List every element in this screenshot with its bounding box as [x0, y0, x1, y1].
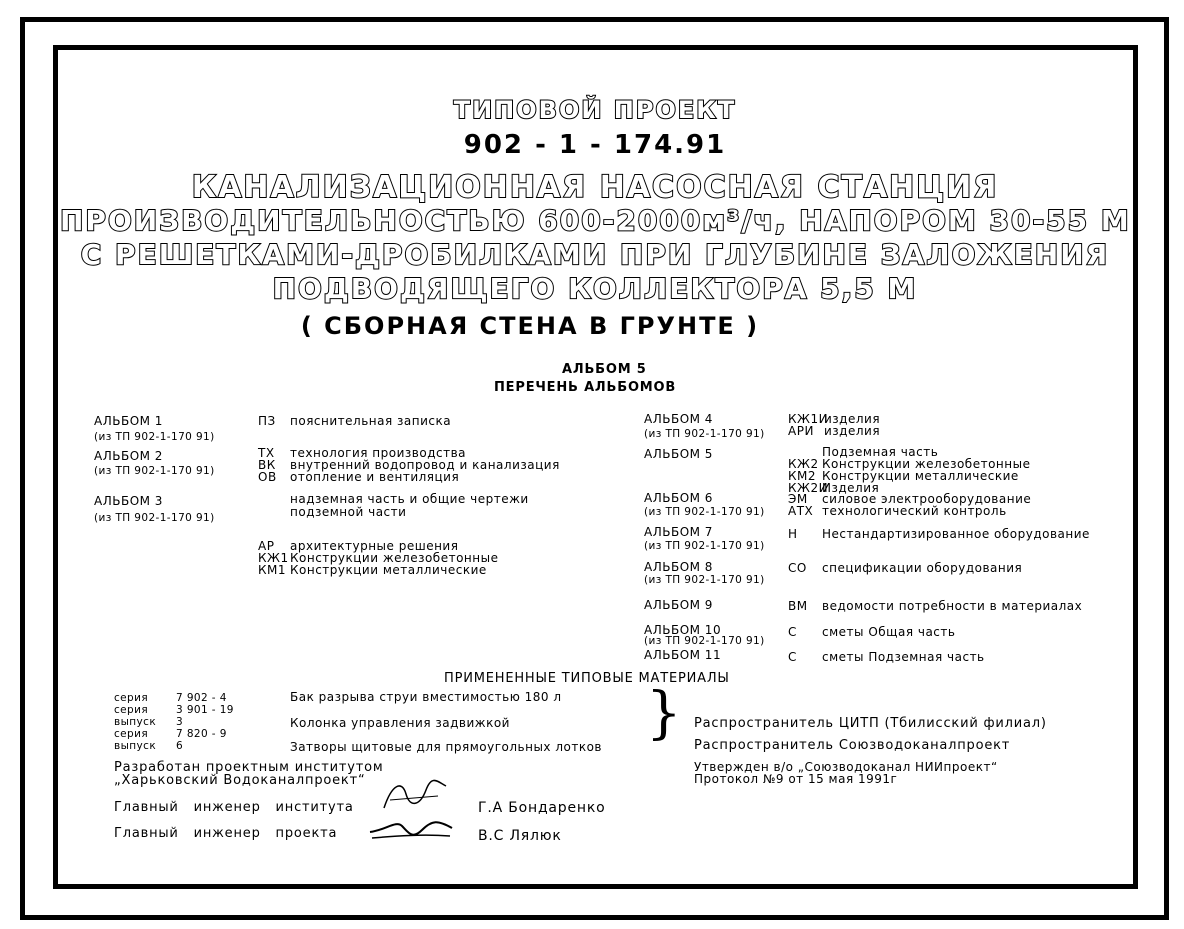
left-album-1: АЛЬБОМ 1 — [94, 414, 163, 428]
materials-label: выпуск — [114, 716, 157, 728]
right-album-4: АЛЬБОМ 4 — [644, 412, 713, 426]
right-album-6: АЛЬБОМ 6 — [644, 491, 713, 505]
title-line-3: С РЕШЕТКАМИ-ДРОБИЛКАМИ ПРИ ГЛУБИНЕ ЗАЛОЖЕНИЯ — [80, 238, 1110, 271]
materials-label: серия — [114, 728, 149, 740]
right-item-code: ВМ — [788, 599, 808, 613]
signature-2-scribble — [366, 814, 456, 846]
left-item-text: пояснительная записка — [290, 414, 452, 428]
left-album-2: АЛЬБОМ 2 — [94, 449, 163, 463]
approved-by: Утвержден в/о „Союзводоканал НИИпроект“ — [694, 760, 998, 774]
project-type-heading: ТИПОВОЙ ПРОЕКТ — [453, 96, 737, 124]
right-item-text: спецификации оборудования — [822, 561, 1023, 575]
right-item-text: сметы Общая часть — [822, 625, 956, 639]
materials-item: Затворы щитовые для прямоугольных лотков — [290, 740, 603, 754]
distributor-1: Распространитель ЦИТП (Тбилисский филиал) — [694, 716, 1047, 731]
left-item-code: ОВ — [258, 470, 277, 484]
right-album-5: АЛЬБОМ 5 — [644, 447, 713, 461]
right-album-7: АЛЬБОМ 7 — [644, 525, 713, 539]
materials-label: серия — [114, 692, 149, 704]
signature-role-2: Главный инженер проекта — [114, 826, 338, 841]
project-number: 902 - 1 - 174.91 — [463, 130, 727, 160]
right-album-10: АЛЬБОМ 10 — [644, 623, 722, 637]
right-item-text: изделия — [824, 412, 881, 426]
materials-num: 7 820 - 9 — [176, 728, 227, 740]
right-item-code: С — [788, 650, 797, 664]
distributor-2: Распространитель Союзводоканалпроект — [694, 738, 1011, 753]
signature-name-1: Г.А Бондаренко — [478, 800, 606, 816]
title-line-1: КАНАЛИЗАЦИОННАЯ НАСОСНАЯ СТАНЦИЯ — [191, 170, 999, 205]
right-album-4-ref: (из ТП 902-1-170 91) — [644, 428, 765, 440]
right-item-code: АТХ — [788, 504, 814, 518]
left-album-2-ref: (из ТП 902-1-170 91) — [94, 465, 215, 477]
left-item-text: архитектурные решения — [290, 539, 459, 553]
list-title: ПЕРЕЧЕНЬ АЛЬБОМОВ — [494, 380, 677, 395]
left-item-text: внутренний водопровод и канализация — [290, 458, 560, 472]
materials-num: 3 — [176, 716, 184, 728]
left-album-1-ref: (из ТП 902-1-170 91) — [94, 431, 215, 443]
materials-label: выпуск — [114, 740, 157, 752]
right-item-text: Нестандартизированное оборудование — [822, 527, 1090, 541]
materials-brace: } — [646, 681, 682, 746]
left-album-3-ref: (из ТП 902-1-170 91) — [94, 512, 215, 524]
right-item-text: Конструкции металлические — [822, 469, 1019, 483]
right-item-text: Подземная часть — [822, 445, 939, 459]
left-item-code: КМ1 — [258, 563, 287, 577]
right-item-code: КЖ2И — [788, 481, 829, 495]
signature-name-2: В.С Лялюк — [478, 828, 562, 844]
right-item-text: Изделия — [822, 481, 880, 495]
materials-num: 7 902 - 4 — [176, 692, 227, 704]
developer-line-2: „Харьковский Водоканалпроект“ — [114, 773, 366, 788]
left-item-text: Конструкции железобетонные — [290, 551, 499, 565]
signature-1-scribble — [380, 776, 450, 816]
right-item-text: изделия — [824, 424, 881, 438]
protocol: Протокол №9 от 15 мая 1991г — [694, 772, 898, 786]
left-item-code: ВК — [258, 458, 276, 472]
left-item-code: АР — [258, 539, 275, 553]
left-item-code: КЖ1 — [258, 551, 289, 565]
left-item-text: технология производства — [290, 446, 467, 460]
materials-num: 3 901 - 19 — [176, 704, 234, 716]
left-item-text: надземная часть и общие чертежи — [290, 492, 529, 506]
album-number: АЛЬБОМ 5 — [562, 362, 647, 377]
signature-role-1: Главный инженер института — [114, 800, 354, 815]
left-item-text: подземной части — [290, 505, 407, 519]
left-item-code: ТХ — [258, 446, 275, 460]
right-item-code: С — [788, 625, 797, 639]
right-item-code: АРИ — [788, 424, 814, 438]
title-line-2: ПРОИЗВОДИТЕЛЬНОСТЬЮ 600-2000м³/ч, НАПОРОМ 30-55 М — [60, 204, 1131, 237]
materials-item: Бак разрыва струи вместимостью 180 л — [290, 690, 562, 704]
right-item-text: технологический контроль — [822, 504, 1007, 518]
right-item-text: силовое электрооборудование — [822, 492, 1032, 506]
materials-num: 6 — [176, 740, 184, 752]
left-item-text: отопление и вентиляция — [290, 470, 460, 484]
right-item-code: КЖ2 — [788, 457, 819, 471]
left-item-code: ПЗ — [258, 414, 276, 428]
right-album-7-ref: (из ТП 902-1-170 91) — [644, 540, 765, 552]
right-item-text: ведомости потребности в материалах — [822, 599, 1083, 613]
right-item-code: СО — [788, 561, 807, 575]
right-item-text: Конструкции железобетонные — [822, 457, 1031, 471]
right-album-9: АЛЬБОМ 9 — [644, 598, 713, 612]
developer-line-1: Разработан проектным институтом — [114, 760, 384, 775]
right-item-code: Н — [788, 527, 798, 541]
materials-label: серия — [114, 704, 149, 716]
materials-item: Колонка управления задвижкой — [290, 716, 510, 730]
right-item-code: КМ2 — [788, 469, 817, 483]
subtitle: ( СБОРНАЯ СТЕНА В ГРУНТЕ ) — [300, 312, 760, 340]
left-album-3: АЛЬБОМ 3 — [94, 494, 163, 508]
title-line-4: ПОДВОДЯЩЕГО КОЛЛЕКТОРА 5,5 М — [272, 272, 918, 305]
right-album-8: АЛЬБОМ 8 — [644, 560, 713, 574]
right-item-code: КЖ1И — [788, 412, 829, 426]
materials-title: ПРИМЕНЕННЫЕ ТИПОВЫЕ МАТЕРИАЛЫ — [444, 671, 730, 686]
right-album-6-ref: (из ТП 902-1-170 91) — [644, 506, 765, 518]
right-album-11: АЛЬБОМ 11 — [644, 648, 722, 662]
right-album-8-ref: (из ТП 902-1-170 91) — [644, 574, 765, 586]
right-item-text: сметы Подземная часть — [822, 650, 985, 664]
right-item-code: ЭМ — [788, 492, 808, 506]
right-album-10-ref: (из ТП 902-1-170 91) — [644, 635, 765, 647]
left-item-text: Конструкции металлические — [290, 563, 487, 577]
